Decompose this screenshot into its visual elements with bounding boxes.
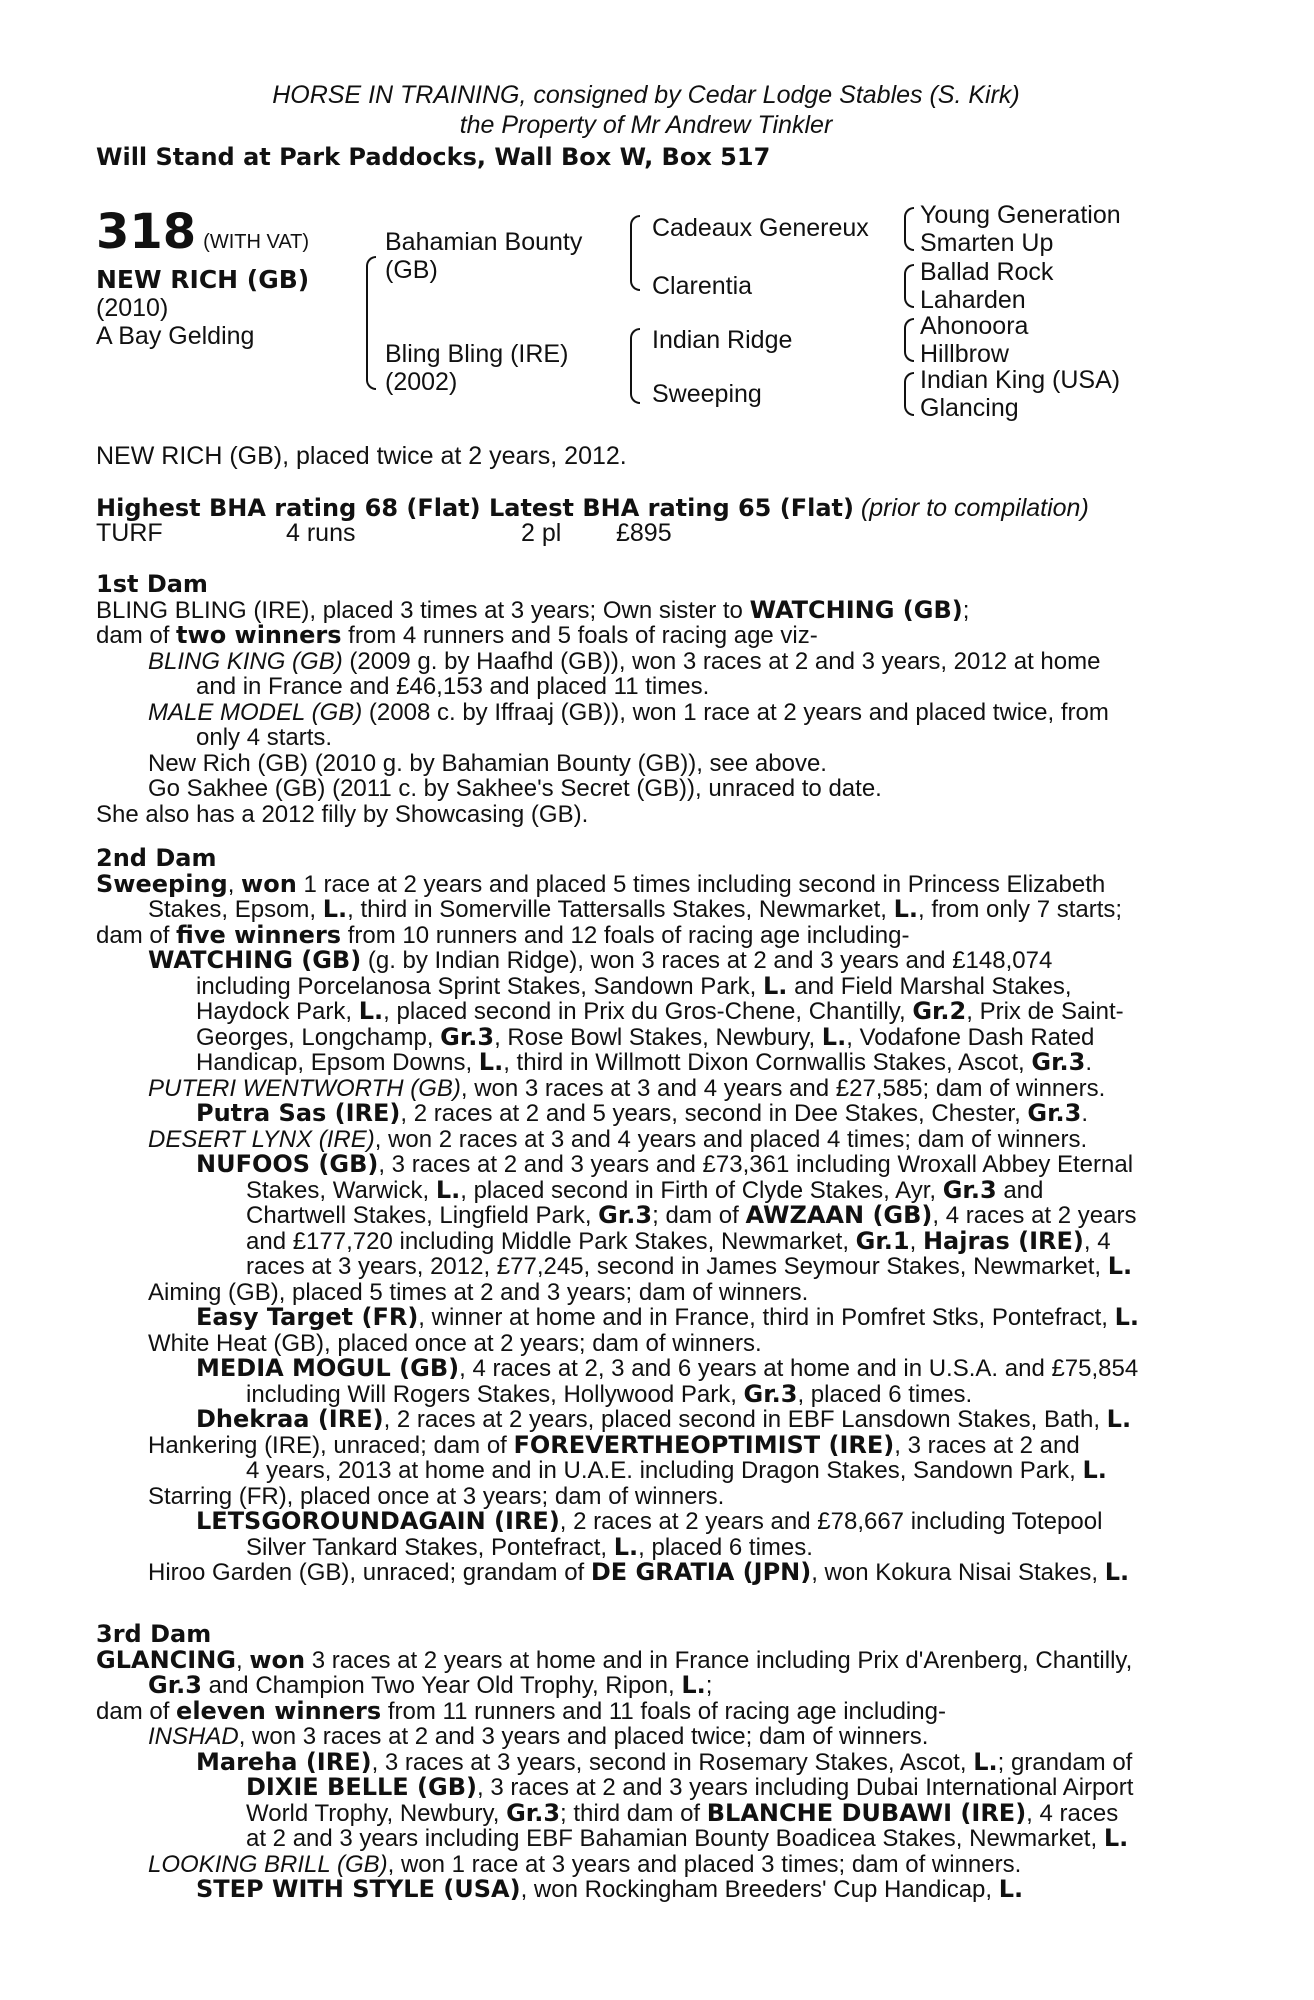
second-dam-section bbox=[96, 846, 1206, 1586]
rating-text: Highest BHA rating 68 (Flat) Latest BHA rating 65 (Flat) bbox=[96, 494, 854, 522]
rating-note: (prior to compilation) bbox=[860, 494, 1089, 522]
dam-line: dam of two winners from 4 runners and 5 foals of racing age viz- bbox=[96, 621, 818, 649]
gg-ancestor: Ballad Rock bbox=[920, 258, 1054, 286]
dam-line: dam of eleven winners from 11 runners and 11 foals of racing age including- bbox=[96, 1696, 946, 1725]
progeny-line: LOOKING BRILL (GB), won 1 race at 3 years and placed 3 times; dam of winners. bbox=[148, 1850, 1022, 1878]
pedigree-brace bbox=[366, 256, 376, 390]
progeny-line: Georges, Longchamp, Gr.3, Rose Bowl Stakes, Newbury, L., Vodafone Dash Rated bbox=[196, 1022, 1095, 1051]
pedigree-brace bbox=[904, 207, 914, 251]
gg-ancestor: Hillbrow bbox=[920, 340, 1009, 368]
dam-line: Sweeping, won 1 race at 2 years and placed 5 times including second in Princess Elizabeth bbox=[96, 869, 1106, 898]
turf-runs: 4 runs bbox=[286, 519, 356, 547]
gg-ancestor: Indian King (USA) bbox=[920, 366, 1121, 394]
pedigree-brace bbox=[904, 372, 914, 416]
dam-line: She also has a 2012 filly by Showcasing (GB). bbox=[96, 800, 589, 828]
consignor-line: HORSE IN TRAINING, consigned by Cedar Lodge Stables (S. Kirk) bbox=[272, 81, 1020, 109]
progeny-line: races at 3 years, 2012, £77,245, second in James Seymour Stakes, Newmarket, L. bbox=[246, 1252, 1133, 1280]
progeny-line: Handicap, Epsom Downs, L., third in Willmott Dixon Cornwallis Stakes, Ascot, Gr.3. bbox=[196, 1048, 1092, 1076]
gg-ancestor: Young Generation bbox=[920, 201, 1121, 229]
progeny-line: Chartwell Stakes, Lingfield Park, Gr.3; dam of AWZAAN (GB), 4 races at 2 years bbox=[246, 1201, 1137, 1229]
horse-name: NEW RICH (GB) bbox=[96, 265, 310, 294]
progeny-line: DIXIE BELLE (GB), 3 races at 2 and 3 years including Dubai International Airport bbox=[246, 1773, 1134, 1801]
progeny-line: WATCHING (GB) (g. by Indian Ridge), won 3 races at 2 and 3 years and £148,074 bbox=[148, 946, 1053, 974]
gg-ancestor: Laharden bbox=[920, 286, 1026, 314]
turf-record bbox=[96, 521, 1206, 547]
race-summary: NEW RICH (GB), placed twice at 2 years, 2012. bbox=[96, 442, 627, 470]
turf-placed: 2 pl bbox=[521, 519, 562, 547]
gg-ancestor: Glancing bbox=[920, 394, 1019, 422]
pedigree-gen3 bbox=[920, 366, 1120, 422]
dam-line: dam of five winners from 10 runners and 12 foals of racing age including- bbox=[96, 920, 910, 949]
gg-ancestor: Smarten Up bbox=[920, 229, 1054, 257]
progeny-line: Haydock Park, L., placed second in Prix du Gros-Chene, Chantilly, Gr.2, Prix de Saint- bbox=[196, 997, 1124, 1025]
progeny-line: Go Sakhee (GB) (2011 c. by Sakhee's Secret (GB)), unraced to date. bbox=[148, 775, 882, 802]
progeny-line: Silver Tankard Stakes, Pontefract, L., placed 6 times. bbox=[246, 1532, 813, 1561]
grandsire-sire-side: Cadeaux Genereux bbox=[652, 214, 869, 242]
stand-line: Will Stand at Park Paddocks, Wall Box W, Box 517 bbox=[96, 143, 771, 171]
pedigree-brace bbox=[904, 264, 914, 308]
progeny-line: Dhekraa (IRE), 2 races at 2 years, placed second in EBF Lansdown Stakes, Bath, L. bbox=[196, 1405, 1132, 1433]
property-line: the Property of Mr Andrew Tinkler bbox=[459, 111, 833, 139]
progeny-line: and £177,720 including Middle Park Stakes, Newmarket, Gr.1, Hajras (IRE), 4 bbox=[246, 1226, 1111, 1255]
progeny-line: DESERT LYNX (IRE), won 2 races at 3 and 4 years and placed 4 times; dam of winners. bbox=[148, 1125, 1088, 1153]
progeny-line: BLING KING (GB) (2009 g. by Haafhd (GB)), won 3 races at 2 and 3 years, 2012 at home bbox=[148, 647, 1101, 675]
section-heading: 2nd Dam bbox=[96, 844, 217, 872]
granddam-dam-side: Sweeping bbox=[652, 380, 762, 408]
progeny-line: NUFOOS (GB), 3 races at 2 and 3 years and £73,361 including Wroxall Abbey Eternal bbox=[196, 1150, 1134, 1178]
dam-year: (2002) bbox=[385, 368, 458, 396]
dam-name: Bling Bling (IRE) bbox=[385, 340, 569, 368]
granddam-sire-side: Clarentia bbox=[652, 272, 753, 300]
pedigree-brace bbox=[630, 215, 640, 291]
vat-note: (WITH VAT) bbox=[203, 231, 310, 253]
gg-ancestor: Ahonoora bbox=[920, 312, 1029, 340]
turf-prize: £895 bbox=[616, 519, 672, 547]
horse-year: (2010) bbox=[96, 294, 169, 322]
progeny-line: INSHAD, won 3 races at 2 and 3 years and placed twice; dam of winners. bbox=[148, 1723, 929, 1750]
dam-line: BLING BLING (IRE), placed 3 times at 3 years; Own sister to WATCHING (GB); bbox=[96, 595, 970, 624]
third-dam-section bbox=[96, 1622, 1206, 1903]
progeny-line: and in France and £46,153 and placed 11 times. bbox=[196, 673, 710, 700]
progeny-line: Starring (FR), placed once at 3 years; dam of winners. bbox=[148, 1482, 725, 1510]
progeny-line: World Trophy, Newbury, Gr.3; third dam of BLANCHE DUBAWI (IRE), 4 races bbox=[246, 1798, 1119, 1827]
sire-name: Bahamian Bounty bbox=[385, 228, 583, 256]
lot-block bbox=[96, 206, 309, 350]
progeny-line: Hiroo Garden (GB), unraced; grandam of DE GRATIA (JPN), won Kokura Nisai Stakes, L. bbox=[148, 1558, 1130, 1586]
progeny-line: MEDIA MOGUL (GB), 4 races at 2, 3 and 6 years at home and in U.S.A. and £75,854 bbox=[196, 1354, 1139, 1382]
progeny-line: PUTERI WENTWORTH (GB), won 3 races at 3 and 4 years and £27,585; dam of winners. bbox=[148, 1074, 1106, 1102]
progeny-line: only 4 starts. bbox=[196, 724, 333, 751]
progeny-line: New Rich (GB) (2010 g. by Bahamian Bounty (GB)), see above. bbox=[148, 749, 827, 777]
progeny-line: Hankering (IRE), unraced; dam of FOREVERTHEOPTIMIST (IRE), 3 races at 2 and bbox=[148, 1430, 1080, 1459]
dam-line: Gr.3 and Champion Two Year Old Trophy, Ripon, L.; bbox=[148, 1671, 713, 1699]
dam-line: GLANCING, won 3 races at 2 years at home and in France including Prix d'Arenberg, Chantilly, bbox=[96, 1645, 1133, 1674]
progeny-line: Stakes, Warwick, L., placed second in Firth of Clyde Stakes, Ayr, Gr.3 and bbox=[246, 1175, 1044, 1204]
progeny-line: White Heat (GB), placed once at 2 years; dam of winners. bbox=[148, 1329, 762, 1357]
progeny-line: MALE MODEL (GB) (2008 c. by Iffraaj (GB)), won 1 race at 2 years and placed twice, from bbox=[148, 698, 1109, 726]
grandsire-dam-side: Indian Ridge bbox=[652, 326, 793, 354]
progeny-line: at 2 and 3 years including EBF Bahamian Bounty Boadicea Stakes, Newmarket, L. bbox=[246, 1824, 1129, 1852]
dam-line: Stakes, Epsom, L., third in Somerville Tattersalls Stakes, Newmarket, L., from only 7 starts; bbox=[148, 895, 1123, 923]
first-dam-section bbox=[96, 572, 1206, 827]
pedigree-gen3 bbox=[920, 201, 1121, 257]
progeny-line: Easy Target (FR), winner at home and in France, third in Pomfret Stks, Pontefract, L. bbox=[196, 1303, 1140, 1331]
progeny-line: STEP WITH STYLE (USA), won Rockingham Breeders' Cup Handicap, L. bbox=[196, 1875, 1024, 1903]
pedigree-gen3 bbox=[920, 258, 1053, 314]
sire-origin: (GB) bbox=[385, 256, 438, 284]
section-heading: 1st Dam bbox=[96, 570, 208, 598]
progeny-line: Aiming (GB), placed 5 times at 2 and 3 years; dam of winners. bbox=[148, 1278, 809, 1306]
progeny-line: including Will Rogers Stakes, Hollywood Park, Gr.3, placed 6 times. bbox=[246, 1379, 973, 1408]
pedigree-brace bbox=[630, 328, 640, 404]
progeny-line: Putra Sas (IRE), 2 races at 2 and 5 years, second in Dee Stakes, Chester, Gr.3. bbox=[196, 1099, 1089, 1127]
pedigree-brace bbox=[904, 318, 914, 362]
pedigree-sire bbox=[385, 228, 582, 284]
lot-number: 318 bbox=[96, 204, 197, 260]
turf-label: TURF bbox=[96, 519, 163, 547]
bha-rating bbox=[96, 496, 1206, 522]
progeny-line: LETSGOROUNDAGAIN (IRE), 2 races at 2 years and £78,667 including Totepool bbox=[196, 1507, 1103, 1535]
progeny-line: including Porcelanosa Sprint Stakes, Sandown Park, L. and Field Marshal Stakes, bbox=[196, 971, 1072, 1000]
progeny-line: 4 years, 2013 at home and in U.A.E. including Dragon Stakes, Sandown Park, L. bbox=[246, 1456, 1107, 1484]
section-heading: 3rd Dam bbox=[96, 1620, 212, 1648]
pedigree-gen3 bbox=[920, 312, 1028, 368]
horse-description: A Bay Gelding bbox=[96, 322, 255, 350]
pedigree-dam bbox=[385, 340, 568, 396]
progeny-line: Mareha (IRE), 3 races at 3 years, second in Rosemary Stakes, Ascot, L.; grandam of bbox=[196, 1747, 1133, 1776]
